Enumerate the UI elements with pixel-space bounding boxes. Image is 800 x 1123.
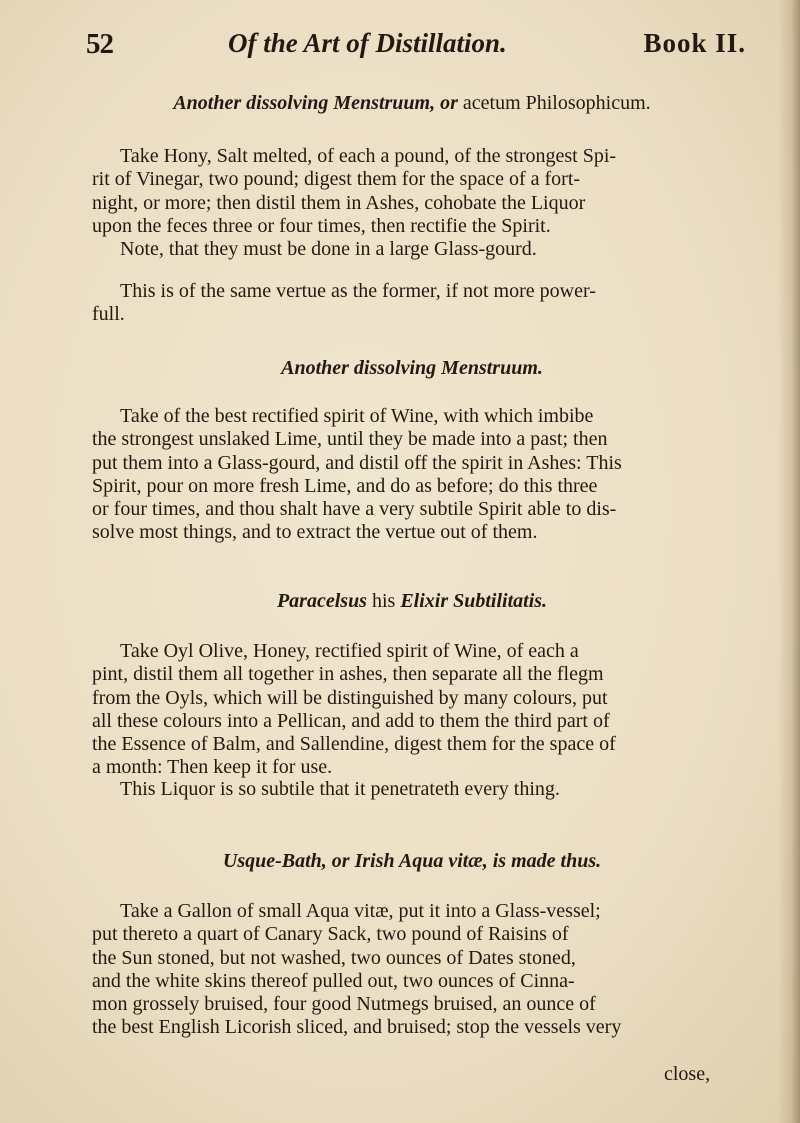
text-line: Spirit, pour on more fresh Lime, and do as before; do this three [92, 474, 598, 497]
paragraph [92, 280, 732, 327]
text-line: put them into a Glass-gourd, and distil off the spirit in Ashes: This [92, 451, 622, 474]
section-heading [82, 590, 742, 613]
text-line: Note, that they must be done in a large Glass-gourd. [120, 238, 537, 260]
section-heading [82, 850, 742, 873]
paragraph [92, 405, 732, 545]
text-line: night, or more; then distil them in Ashes, cohobate the Liquor [92, 191, 586, 214]
heading-roman-text: acetum Philosophicum. [462, 92, 651, 114]
text-line: and the white skins thereof pulled out, two ounces of Cinna- [92, 969, 575, 992]
paragraph [92, 238, 732, 261]
paragraph [92, 640, 732, 780]
paragraph [92, 900, 732, 1040]
heading-roman-text: his [371, 590, 396, 612]
text-line: or four times, and thou shalt have a very subtile Spirit able to dis- [92, 498, 617, 521]
heading-italic-text: Paracelsus [276, 590, 367, 612]
text-line: the best English Licorish sliced, and bruised; stop the vessels very [92, 1016, 622, 1039]
text-line: This is of the same vertue as the former, if not more power- [120, 280, 596, 302]
text-line: upon the feces three or four times, then rectifie the Spirit. [92, 214, 551, 237]
text-line: the Essence of Balm, and Sallendine, digest them for the space of [92, 733, 616, 756]
text-line: a month: Then keep it for use. [92, 756, 333, 779]
text-line: the strongest unslaked Lime, until they be made into a past; then [92, 428, 608, 451]
heading-italic-text: Elixir Subtilitatis. [400, 590, 548, 612]
text-line: solve most things, and to extract the vertue out of them. [92, 521, 538, 544]
text-line: full. [92, 303, 125, 326]
running-head [86, 28, 746, 68]
text-line: Take Oyl Olive, Honey, rectified spirit of Wine, of each a [120, 640, 579, 662]
page-edge-shadow [778, 0, 800, 1123]
text-line: from the Oyls, which will be distinguished by many colours, put [92, 686, 608, 709]
text-line: Take a Gallon of small Aqua vitæ, put it into a Glass-vessel; [120, 900, 601, 922]
text-line: mon grossely bruised, four good Nutmegs bruised, an ounce of [92, 993, 596, 1016]
text-line: Take Hony, Salt melted, of each a pound, of the strongest Spi- [120, 145, 617, 167]
paragraph [92, 145, 732, 238]
section-heading [82, 357, 742, 380]
heading-italic-text: Another dissolving Menstruum. [281, 357, 543, 379]
section-heading [82, 92, 742, 115]
text-line: put thereto a quart of Canary Sack, two pound of Raisins of [92, 923, 569, 946]
paragraph [92, 778, 732, 801]
text-line: pint, distil them all together in ashes, then separate all the flegm [92, 663, 604, 686]
text-line: all these colours into a Pellican, and add to them the third part of [92, 709, 610, 732]
text-line: This Liquor is so subtile that it penetrateth every thing. [120, 778, 560, 800]
text-line: the Sun stoned, but not washed, two ounces of Dates stoned, [92, 946, 576, 969]
heading-italic-text: Another dissolving Menstruum, or [173, 92, 458, 114]
catchword: close, [664, 1063, 711, 1085]
text-line: Take of the best rectified spirit of Wine, with which imbibe [120, 405, 594, 427]
running-title: Of the Art of Distillation. [228, 28, 507, 58]
page-number: 52 [86, 28, 113, 60]
book-label: Book II. [643, 28, 746, 58]
text-line: rit of Vinegar, two pound; digest them for the space of a fort- [92, 168, 581, 191]
heading-italic-text: Usque-Bath, or Irish Aqua vitæ, is made thus. [222, 850, 602, 872]
